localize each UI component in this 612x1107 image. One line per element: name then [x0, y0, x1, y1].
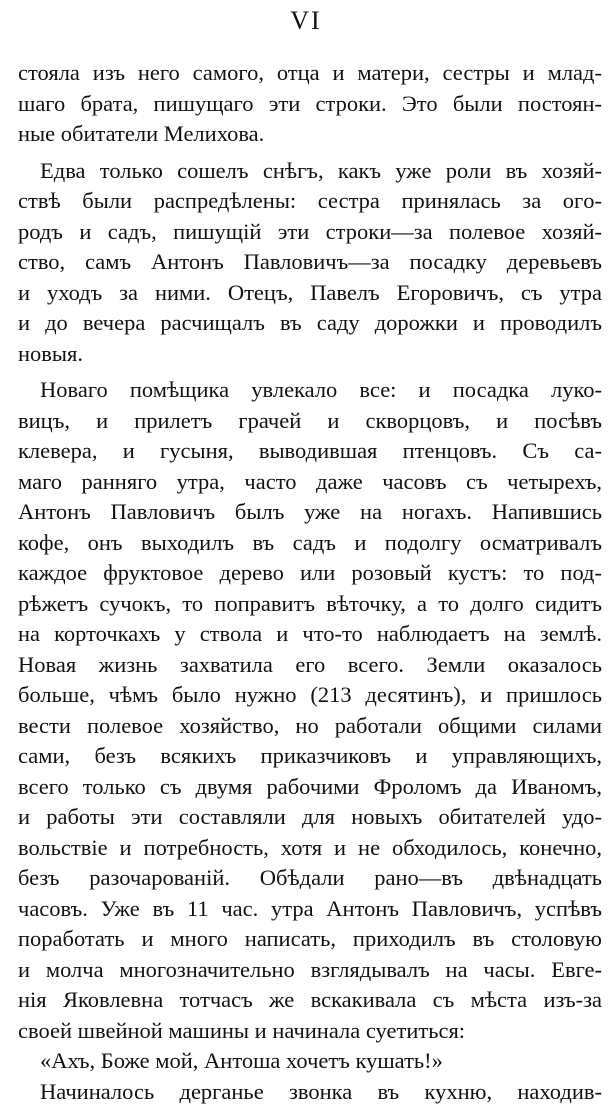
text-line: Новаго помѣщика увлекало все: и посадка луко-	[18, 375, 602, 406]
text-line: нія Яковлевна тотчасъ же вскакивала съ мѣста изъ-за	[18, 985, 602, 1016]
body-text	[18, 58, 602, 1107]
text-line: новыя.	[18, 339, 602, 370]
paragraph	[18, 375, 602, 1107]
text-line: сами, безъ всякихъ приказчиковъ и управляющихъ,	[18, 741, 602, 772]
text-line: вольствіе и потребность, хотя и не обходилось, конечно,	[18, 833, 602, 864]
paragraph	[18, 156, 602, 370]
text-line: и молча многозначительно взглядывалъ на часы. Евге-	[18, 955, 602, 986]
text-line: Антонъ Павловичъ былъ уже на ногахъ. Напившись	[18, 497, 602, 528]
text-line: клевера, и гусыня, выводившая птенцовъ. Съ са-	[18, 436, 602, 467]
text-line: больше, чѣмъ было нужно (213 десятинъ), и пришлось	[18, 680, 602, 711]
text-line: вести полевое хозяйство, но работали общими силами	[18, 711, 602, 742]
text-line: родъ и садъ, пишущій эти строки—за полевое хозяй-	[18, 217, 602, 248]
paragraph	[18, 58, 602, 150]
text-line: каждое фруктовое дерево или розовый кустъ: то под-	[18, 558, 602, 589]
text-line: и уходъ за ними. Отецъ, Павелъ Егоровичъ, съ утра	[18, 278, 602, 309]
text-line: Новая жизнь захватила его всего. Земли оказалось	[18, 650, 602, 681]
text-line: стояла изъ него самого, отца и матери, сестры и млад-	[18, 58, 602, 89]
text-line: рѣжетъ сучокъ, то поправитъ вѣточку, а то долго сидитъ	[18, 589, 602, 620]
text-line: всего только съ двумя рабочими Фроломъ да Иваномъ,	[18, 772, 602, 803]
text-line: шаго брата, пишущаго эти строки. Это были постоян-	[18, 89, 602, 120]
text-line: на корточкахъ у ствола и что-то наблюдаетъ на землѣ.	[18, 619, 602, 650]
text-line: «Ахъ, Боже мой, Антоша хочетъ кушать!»	[18, 1046, 602, 1077]
page-number: VI	[0, 6, 612, 36]
text-line: Едва только сошелъ снѣгъ, какъ уже роли въ хозяй-	[18, 156, 602, 187]
text-line: и до вечера расчищалъ въ саду дорожки и проводилъ	[18, 308, 602, 339]
text-line: часовъ. Уже въ 11 час. утра Антонъ Павловичъ, успѣвъ	[18, 894, 602, 925]
text-line: ство, самъ Антонъ Павловичъ—за посадку деревьевъ	[18, 247, 602, 278]
text-line: маго ранняго утра, часто даже часовъ съ четырехъ,	[18, 467, 602, 498]
text-line: ствѣ были распредѣлены: сестра принялась за огo-	[18, 186, 602, 217]
text-line: Начиналось дерганье звонка въ кухню, находив-	[18, 1077, 602, 1107]
text-line: ные обитатели Мелихова.	[18, 119, 602, 150]
text-line: и работы эти составляли для новыхъ обитателей удо-	[18, 802, 602, 833]
text-line: кофе, онъ выходилъ въ садъ и подолгу осматривалъ	[18, 528, 602, 559]
text-line: безъ разочарованій. Обѣдали рано—въ двѣнадцать	[18, 863, 602, 894]
text-line: своей швейной машины и начинала суетиться:	[18, 1016, 602, 1047]
text-line: поработать и много написать, приходилъ въ столовую	[18, 924, 602, 955]
text-line: вицъ, и прилетъ грачей и скворцовъ, и посѣвъ	[18, 406, 602, 437]
